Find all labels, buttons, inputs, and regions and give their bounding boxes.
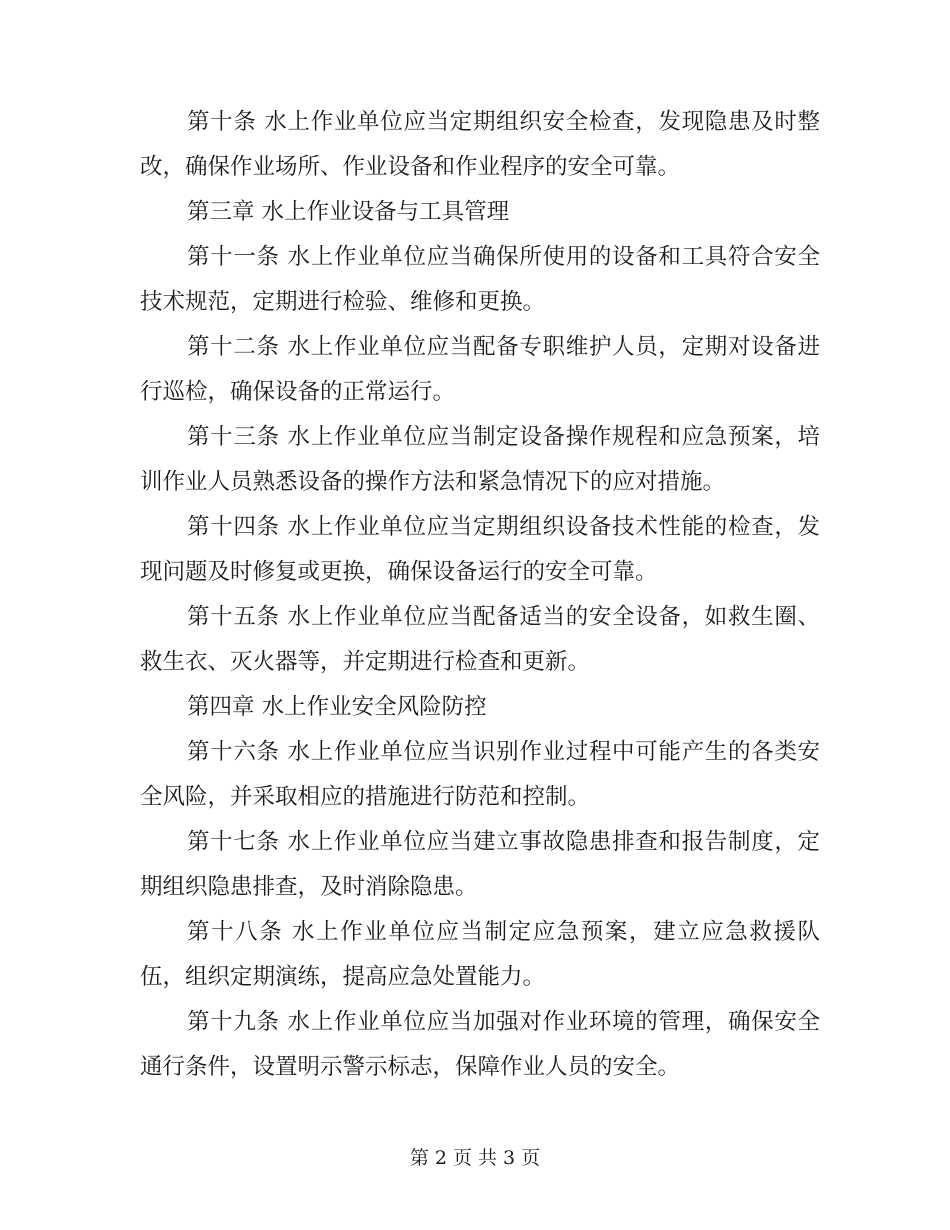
article-14: 第十四条 水上作业单位应当定期组织设备技术性能的检查，发现问题及时修复或更换，确保设备运行的安全可靠。 [140, 514, 820, 585]
document-body [140, 100, 820, 1090]
page-number-footer: 第 2 页 共 3 页 [409, 1147, 541, 1169]
article-18: 第十八条 水上作业单位应当制定应急预案，建立应急救援队伍，组织定期演练，提高应急处置能力。 [140, 919, 820, 990]
article-13: 第十三条 水上作业单位应当制定设备操作规程和应急预案，培训作业人员熟悉设备的操作方法和紧急情况下的应对措施。 [140, 424, 820, 495]
article-16: 第十六条 水上作业单位应当识别作业过程中可能产生的各类安全风险，并采取相应的措施进行防范和控制。 [140, 739, 820, 810]
article-19: 第十九条 水上作业单位应当加强对作业环境的管理，确保安全通行条件，设置明示警示标志，保障作业人员的安全。 [140, 1009, 820, 1080]
article-12: 第十二条 水上作业单位应当配备专职维护人员，定期对设备进行巡检，确保设备的正常运行。 [140, 334, 820, 405]
chapter-4-heading: 第四章 水上作业安全风险防控 [187, 694, 487, 720]
article-10: 第十条 水上作业单位应当定期组织安全检查，发现隐患及时整改，确保作业场所、作业设备和作业程序的安全可靠。 [140, 109, 820, 180]
chapter-3-heading: 第三章 水上作业设备与工具管理 [187, 199, 510, 225]
article-11: 第十一条 水上作业单位应当确保所使用的设备和工具符合安全技术规范，定期进行检验、维修和更换。 [140, 244, 820, 315]
article-17: 第十七条 水上作业单位应当建立事故隐患排查和报告制度，定期组织隐患排查，及时消除隐患。 [140, 829, 820, 900]
article-15: 第十五条 水上作业单位应当配备适当的安全设备，如救生圈、救生衣、灭火器等，并定期进行检查和更新。 [140, 604, 820, 675]
